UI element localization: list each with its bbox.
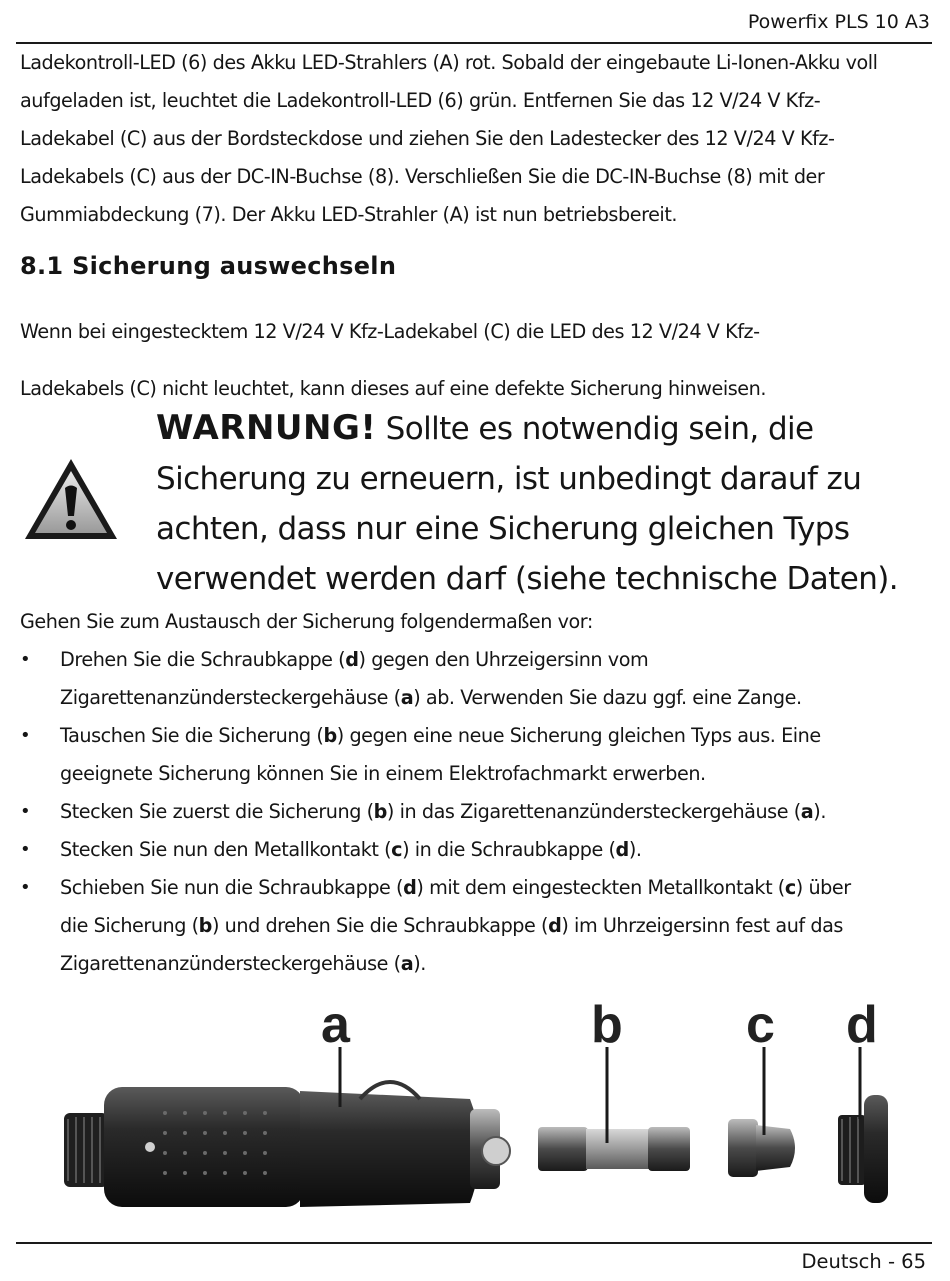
step-line: Zigarettenanzündersteckergehäuse (a). — [60, 952, 426, 975]
intro-line: Ladekontroll-LED (6) des Akku LED-Strahlers (A) rot. Sobald der eingebaute Li-Ionen-Akku voll — [20, 51, 878, 74]
warning-line-2: Sicherung zu erneuern, ist unbedingt darauf zu — [156, 461, 862, 497]
header-title: Powerfix PLS 10 A3 — [747, 11, 930, 33]
step-line: • Schieben Sie nun die Schraubkappe (d) mit dem eingesteckten Metallkontakt (c) über — [60, 876, 851, 899]
section-heading: 8.1 Sicherung auswechseln — [20, 252, 397, 280]
warning-label: WARNUNG! — [156, 408, 377, 448]
plug-housing — [64, 1082, 510, 1207]
procedure-intro: Gehen Sie zum Austausch der Sicherung folgendermaßen vor: — [20, 610, 593, 633]
step-line: Zigarettenanzündersteckergehäuse (a) ab. Verwenden Sie dazu ggf. eine Zange. — [60, 686, 802, 709]
intro-paragraph — [20, 44, 930, 234]
figure-label-a: a — [321, 996, 350, 1054]
metal-contact — [728, 1119, 795, 1177]
step-line: geeignete Sicherung können Sie in einem Elektrofachmarkt erwerben. — [60, 762, 706, 785]
step-line: • Drehen Sie die Schraubkappe (d) gegen den Uhrzeigersinn vom — [60, 648, 649, 671]
warning-line-3: achten, dass nur eine Sicherung gleichen Typs — [156, 511, 850, 547]
section-text-line: Ladekabels (C) nicht leuchtet, kann dieses auf eine defekte Sicherung hinweisen. — [20, 377, 767, 401]
section-text-line: Wenn bei eingestecktem 12 V/24 V Kfz-Ladekabel (C) die LED des 12 V/24 V Kfz- — [20, 320, 760, 344]
figure-label-c: c — [746, 996, 775, 1054]
page-footer: Deutsch - 65 — [801, 1250, 926, 1273]
parts-illustration — [0, 995, 950, 1225]
list-item: • Stecken Sie zuerst die Sicherung (b) in das Zigarettenanzündersteckergehäuse (a). — [20, 793, 925, 831]
parts-figure — [0, 995, 950, 1225]
list-item: • Stecken Sie nun den Metallkontakt (c) in die Schraubkappe (d). — [20, 831, 925, 869]
list-item — [20, 641, 925, 717]
intro-line: Ladekabels (C) aus der DC-IN-Buchse (8). Verschließen Sie die DC-IN-Buchse (8) mit der — [20, 165, 825, 188]
fuse — [538, 1127, 690, 1171]
warning-line-4: verwendet werden darf (siehe technische Daten). — [156, 561, 899, 597]
step-line: • Tauschen Sie die Sicherung (b) gegen eine neue Sicherung gleichen Typs aus. Eine — [60, 724, 821, 747]
screw-cap — [838, 1095, 888, 1203]
warning-block — [156, 403, 946, 604]
warning-line-1 — [156, 403, 946, 454]
page-header — [16, 0, 932, 44]
intro-line: aufgeladen ist, leuchtet die Ladekontroll-LED (6) grün. Entfernen Sie das 12 V/24 V Kfz- — [20, 89, 821, 112]
figure-label-b: b — [591, 996, 623, 1054]
step-line: die Sicherung (b) und drehen Sie die Schraubkappe (d) im Uhrzeigersinn fest auf das — [60, 914, 843, 937]
procedure-steps — [20, 641, 925, 983]
footer-rule — [16, 1242, 932, 1244]
warning-triangle-icon — [22, 456, 120, 542]
list-item — [20, 717, 925, 793]
intro-line: Ladekabel (C) aus der Bordsteckdose und ziehen Sie den Ladestecker des 12 V/24 V Kfz- — [20, 127, 835, 150]
figure-label-d: d — [846, 996, 878, 1054]
list-item — [20, 869, 925, 983]
warning-text: Sollte es notwendig sein, die — [376, 411, 814, 447]
intro-line: Gummiabdeckung (7). Der Akku LED-Strahler (A) ist nun betriebsbereit. — [20, 203, 678, 226]
